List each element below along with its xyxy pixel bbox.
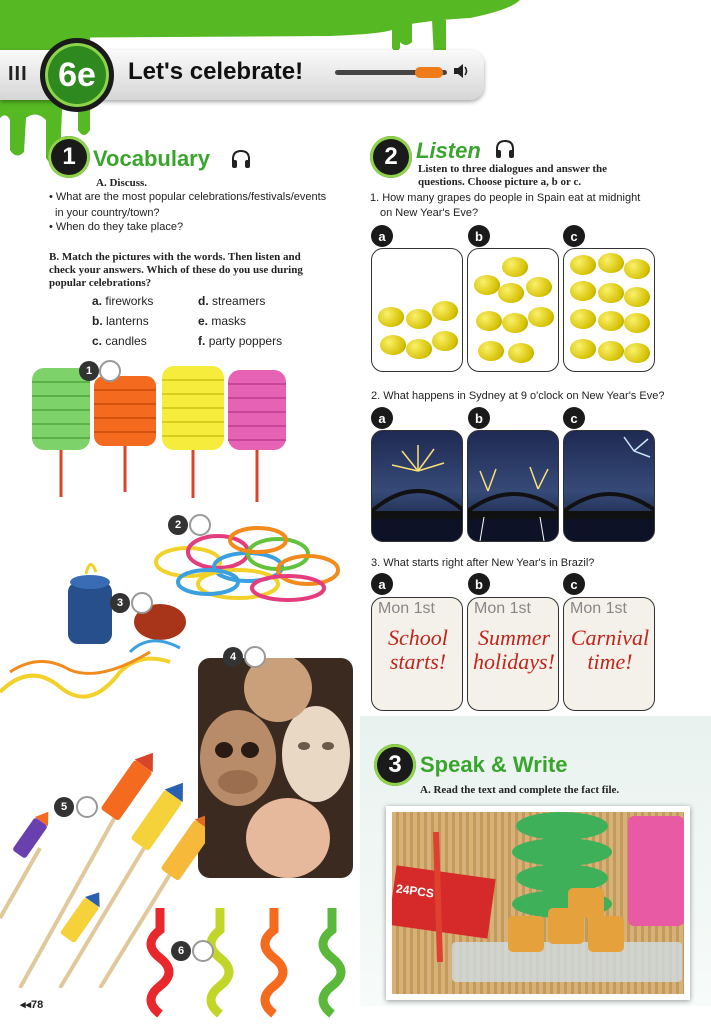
board-message: Summer holidays!: [473, 625, 555, 674]
section-title-speak-write: Speak & Write: [420, 752, 568, 777]
board-date: Mon 1st: [474, 600, 531, 617]
q1-label-a: a: [371, 225, 393, 247]
vocab-part-b-heading: B. Match the pictures with the words. Then listen and check your answers. Which of these do you use during popular celebrations?: [49, 251, 303, 289]
q3-option-c-board[interactable]: [563, 597, 655, 711]
answer-box-6[interactable]: [192, 940, 214, 962]
q2-option-c-picture[interactable]: [563, 430, 655, 542]
picture-number-1: 1: [79, 361, 99, 381]
party-poppers-picture: [0, 552, 196, 752]
answer-box-2[interactable]: [189, 514, 211, 536]
back-arrows-icon[interactable]: ◂◂: [20, 999, 32, 1011]
answer-box-3[interactable]: [131, 592, 153, 614]
page-title: Let's celebrate!: [128, 58, 304, 85]
word-f: f. party poppers: [198, 334, 283, 348]
board-date: Mon 1st: [378, 600, 435, 617]
q3-label-b: b: [468, 573, 490, 595]
q2-label-b: b: [468, 407, 490, 429]
answer-box-5[interactable]: [76, 796, 98, 818]
q2-label-a: a: [371, 407, 393, 429]
q3-label-a: a: [371, 573, 393, 595]
unit-badge: 6e: [40, 38, 114, 112]
picture-number-3: 3: [110, 593, 130, 613]
vocab-part-a-heading: A. Discuss.: [96, 177, 148, 189]
banner-bars: III: [8, 63, 28, 85]
audio-slider-knob[interactable]: [415, 67, 443, 78]
candles-picture: [146, 904, 356, 1022]
listen-question-1: 1. How many grapes do people in Spain eat at midnight on New Year's Eve?: [370, 192, 641, 219]
audio-slider[interactable]: [335, 70, 447, 75]
section-title-vocabulary: Vocabulary: [93, 146, 210, 171]
speak-write-instruction: A. Read the text and complete the fact file.: [420, 784, 620, 796]
section-title-listen: Listen: [416, 138, 481, 163]
q1-label-b: b: [468, 225, 490, 247]
vocab-bullet-1-cont: in your country/town?: [55, 207, 160, 219]
answer-box-4[interactable]: [244, 646, 266, 668]
q2-label-c: c: [563, 407, 585, 429]
word-d: d. streamers: [198, 294, 266, 308]
q1-option-b-picture[interactable]: [467, 248, 559, 372]
box-label: 24PCS: [395, 881, 435, 901]
mooncake-festival-photo: [386, 806, 690, 1000]
speaker-icon[interactable]: [452, 62, 470, 80]
q1-option-c-picture[interactable]: [563, 248, 655, 372]
vocab-bullet-1: • What are the most popular celebrations/festivals/events: [49, 191, 327, 203]
listen-instructions: Listen to three dialogues and answer the questions. Choose picture a, b or c.: [418, 163, 608, 188]
q3-label-c: c: [563, 573, 585, 595]
picture-number-5: 5: [54, 797, 74, 817]
q3-option-a-board[interactable]: [371, 597, 463, 711]
headphones-icon[interactable]: [230, 148, 252, 170]
word-b: b. lanterns: [92, 314, 149, 328]
section-number-vocabulary: 1: [48, 136, 90, 178]
page-number: ◂◂78: [20, 999, 44, 1011]
answer-box-1[interactable]: [99, 360, 121, 382]
masks-picture: [198, 658, 353, 878]
board-message: School starts!: [388, 625, 448, 674]
headphones-icon[interactable]: [494, 138, 516, 160]
word-a: a. fireworks: [92, 294, 154, 308]
q1-option-a-picture[interactable]: [371, 248, 463, 372]
vocab-bullet-2: • When do they take place?: [49, 221, 184, 233]
lanterns-picture: [30, 362, 292, 504]
listen-question-3: 3. What starts right after New Year's in Brazil?: [371, 557, 595, 569]
board-message: Carnival time!: [570, 625, 650, 674]
word-e: e. masks: [198, 314, 247, 328]
word-c: c. candles: [92, 334, 147, 348]
q1-label-c: c: [563, 225, 585, 247]
picture-number-4: 4: [223, 647, 243, 667]
section-number-listen: 2: [370, 136, 412, 178]
section-number-speak-write: 3: [374, 744, 416, 786]
picture-number-2: 2: [168, 515, 188, 535]
board-date: Mon 1st: [570, 600, 627, 617]
q2-option-b-picture[interactable]: [467, 430, 559, 542]
q2-option-a-picture[interactable]: [371, 430, 463, 542]
listen-question-2: 2. What happens in Sydney at 9 o'clock on New Year's Eve?: [371, 390, 665, 402]
q3-option-b-board[interactable]: [467, 597, 559, 711]
picture-number-6: 6: [171, 941, 191, 961]
